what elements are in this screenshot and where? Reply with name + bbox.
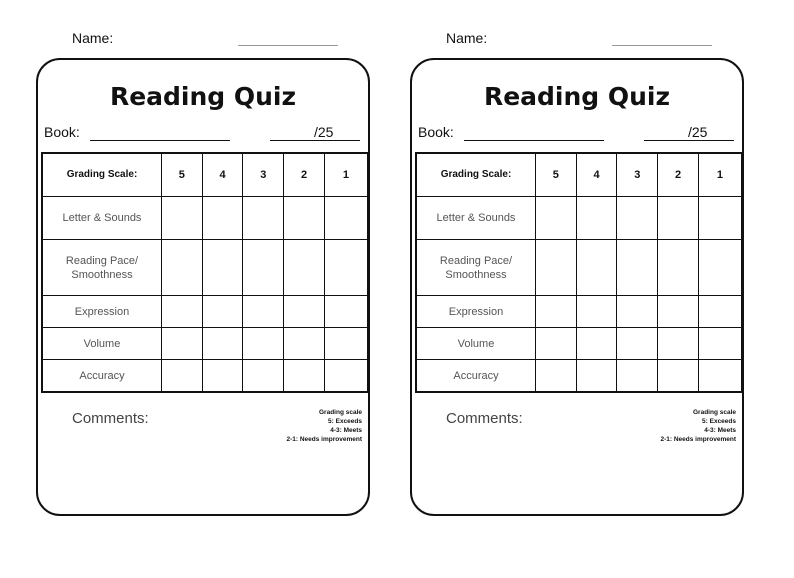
criterion-letter-sounds: Letter & Sounds — [416, 197, 536, 240]
score-cell[interactable] — [576, 328, 617, 360]
criterion-expression: Expression — [416, 296, 536, 328]
table-row — [42, 296, 368, 328]
score-cell[interactable] — [536, 240, 577, 296]
table-row — [416, 360, 742, 393]
table-row — [416, 197, 742, 240]
scale-5: 5 — [536, 153, 577, 197]
score-cell[interactable] — [324, 360, 368, 393]
score-cell[interactable] — [536, 360, 577, 393]
score-cell[interactable] — [536, 197, 577, 240]
quiz-title: Reading Quiz — [483, 82, 671, 111]
table-row — [42, 240, 368, 296]
score-cell[interactable] — [658, 240, 699, 296]
table-row — [42, 328, 368, 360]
score-cell[interactable] — [284, 197, 325, 240]
legend-exceeds: 5: Exceeds — [702, 418, 736, 425]
score-cell[interactable] — [617, 328, 658, 360]
score-cell[interactable] — [698, 360, 742, 393]
criterion-expression: Expression — [42, 296, 162, 328]
score-cell[interactable] — [576, 240, 617, 296]
grading-table — [41, 152, 369, 393]
score-cell[interactable] — [698, 197, 742, 240]
score-cell[interactable] — [202, 240, 243, 296]
scale-2: 2 — [284, 153, 325, 197]
score-cell[interactable] — [324, 296, 368, 328]
scale-2: 2 — [658, 153, 699, 197]
table-row — [42, 360, 368, 393]
name-row — [446, 30, 716, 52]
score-cell[interactable] — [202, 328, 243, 360]
criterion-volume: Volume — [416, 328, 536, 360]
score-cell[interactable] — [698, 296, 742, 328]
score-cell[interactable] — [617, 360, 658, 393]
legend-meets: 4-3: Meets — [330, 427, 362, 434]
criterion-accuracy: Accuracy — [42, 360, 162, 393]
score-cell[interactable] — [617, 240, 658, 296]
table-row — [416, 240, 742, 296]
score-cell[interactable] — [658, 197, 699, 240]
grading-table — [415, 152, 743, 393]
score-cell[interactable] — [324, 240, 368, 296]
score-cell[interactable] — [658, 328, 699, 360]
scale-4: 4 — [576, 153, 617, 197]
quiz-card — [410, 58, 744, 516]
score-cell[interactable] — [576, 197, 617, 240]
name-label: Name: — [446, 30, 488, 46]
legend-needs-improvement: 2-1: Needs improvement — [286, 436, 362, 443]
scale-4: 4 — [202, 153, 243, 197]
score-cell[interactable] — [576, 360, 617, 393]
name-line[interactable] — [612, 45, 712, 46]
quiz-sheet-right — [408, 0, 748, 530]
score-cell[interactable] — [576, 296, 617, 328]
score-cell[interactable] — [324, 328, 368, 360]
score-cell[interactable] — [162, 197, 203, 240]
legend-meets: 4-3: Meets — [704, 427, 736, 434]
score-cell[interactable] — [202, 360, 243, 393]
grading-scale-header: Grading Scale: — [42, 153, 162, 197]
legend-title: Grading scale — [693, 409, 736, 416]
scale-1: 1 — [324, 153, 368, 197]
comments-label: Comments: — [446, 410, 523, 427]
score-cell[interactable] — [243, 197, 284, 240]
legend-needs-improvement: 2-1: Needs improvement — [660, 436, 736, 443]
score-cell[interactable] — [324, 197, 368, 240]
table-row — [416, 328, 742, 360]
criterion-reading-pace: Reading Pace/ Smoothness — [42, 240, 162, 296]
scale-3: 3 — [243, 153, 284, 197]
criterion-letter-sounds: Letter & Sounds — [42, 197, 162, 240]
book-label: Book: — [418, 124, 454, 140]
score-cell[interactable] — [202, 197, 243, 240]
table-row — [416, 296, 742, 328]
book-line[interactable] — [464, 140, 604, 141]
scale-5: 5 — [162, 153, 203, 197]
book-label: Book: — [44, 124, 80, 140]
comments-label: Comments: — [72, 410, 149, 427]
score-cell[interactable] — [162, 360, 203, 393]
score-cell[interactable] — [243, 296, 284, 328]
score-label: /25 — [314, 124, 334, 140]
grading-legend — [661, 408, 737, 444]
criterion-volume: Volume — [42, 328, 162, 360]
book-row — [418, 124, 740, 146]
book-line[interactable] — [90, 140, 230, 141]
table-row — [42, 197, 368, 240]
score-cell[interactable] — [243, 240, 284, 296]
quiz-title: Reading Quiz — [109, 82, 297, 111]
legend-title: Grading scale — [319, 409, 362, 416]
scale-3: 3 — [617, 153, 658, 197]
score-line[interactable] — [270, 140, 360, 141]
score-cell[interactable] — [162, 328, 203, 360]
name-label: Name: — [72, 30, 114, 46]
grading-scale-header: Grading Scale: — [416, 153, 536, 197]
score-cell[interactable] — [617, 197, 658, 240]
score-cell[interactable] — [617, 296, 658, 328]
quiz-card — [36, 58, 370, 516]
table-header-row — [416, 153, 742, 197]
score-cell[interactable] — [284, 296, 325, 328]
name-line[interactable] — [238, 45, 338, 46]
table-header-row — [42, 153, 368, 197]
score-cell[interactable] — [243, 360, 284, 393]
book-row — [44, 124, 366, 146]
name-row — [72, 30, 342, 52]
grading-legend — [287, 408, 363, 444]
scale-1: 1 — [698, 153, 742, 197]
score-line[interactable] — [644, 140, 734, 141]
score-cell[interactable] — [698, 328, 742, 360]
criterion-reading-pace: Reading Pace/ Smoothness — [416, 240, 536, 296]
score-cell[interactable] — [162, 240, 203, 296]
score-cell[interactable] — [202, 296, 243, 328]
score-cell[interactable] — [536, 296, 577, 328]
score-label: /25 — [688, 124, 708, 140]
criterion-accuracy: Accuracy — [416, 360, 536, 393]
score-cell[interactable] — [658, 360, 699, 393]
score-cell[interactable] — [536, 328, 577, 360]
score-cell[interactable] — [284, 240, 325, 296]
score-cell[interactable] — [284, 360, 325, 393]
score-cell[interactable] — [698, 240, 742, 296]
quiz-sheet-left — [34, 0, 374, 530]
score-cell[interactable] — [243, 328, 284, 360]
score-cell[interactable] — [162, 296, 203, 328]
legend-exceeds: 5: Exceeds — [328, 418, 362, 425]
score-cell[interactable] — [284, 328, 325, 360]
score-cell[interactable] — [658, 296, 699, 328]
